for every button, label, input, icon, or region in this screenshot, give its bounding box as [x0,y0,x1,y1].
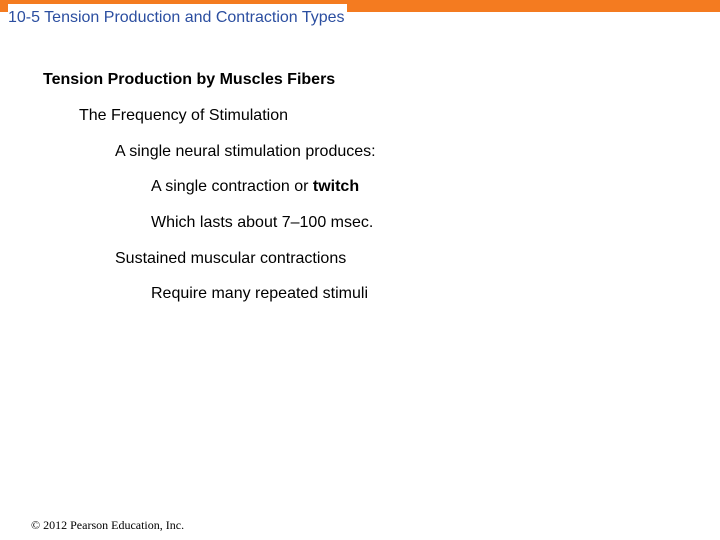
single-contraction-text: A single contraction or [151,178,313,195]
heading-tension-production: Tension Production by Muscles Fibers [43,71,336,88]
bullet-sustained-contractions: Sustained muscular contractions [115,250,347,267]
bullet-single-contraction [151,177,359,197]
bullet-single-neural-stimulation: A single neural stimulation produces: [115,143,376,160]
twitch-term: twitch [312,178,360,195]
copyright-footer: © 2012 Pearson Education, Inc. [31,518,185,532]
slide-title: 10-5 Tension Production and Contraction Types [8,4,347,32]
bullet-twitch-duration: Which lasts about 7–100 msec. [151,214,374,231]
bullet-frequency-of-stimulation: The Frequency of Stimulation [79,107,288,124]
bullet-repeated-stimuli: Require many repeated stimuli [151,285,368,302]
